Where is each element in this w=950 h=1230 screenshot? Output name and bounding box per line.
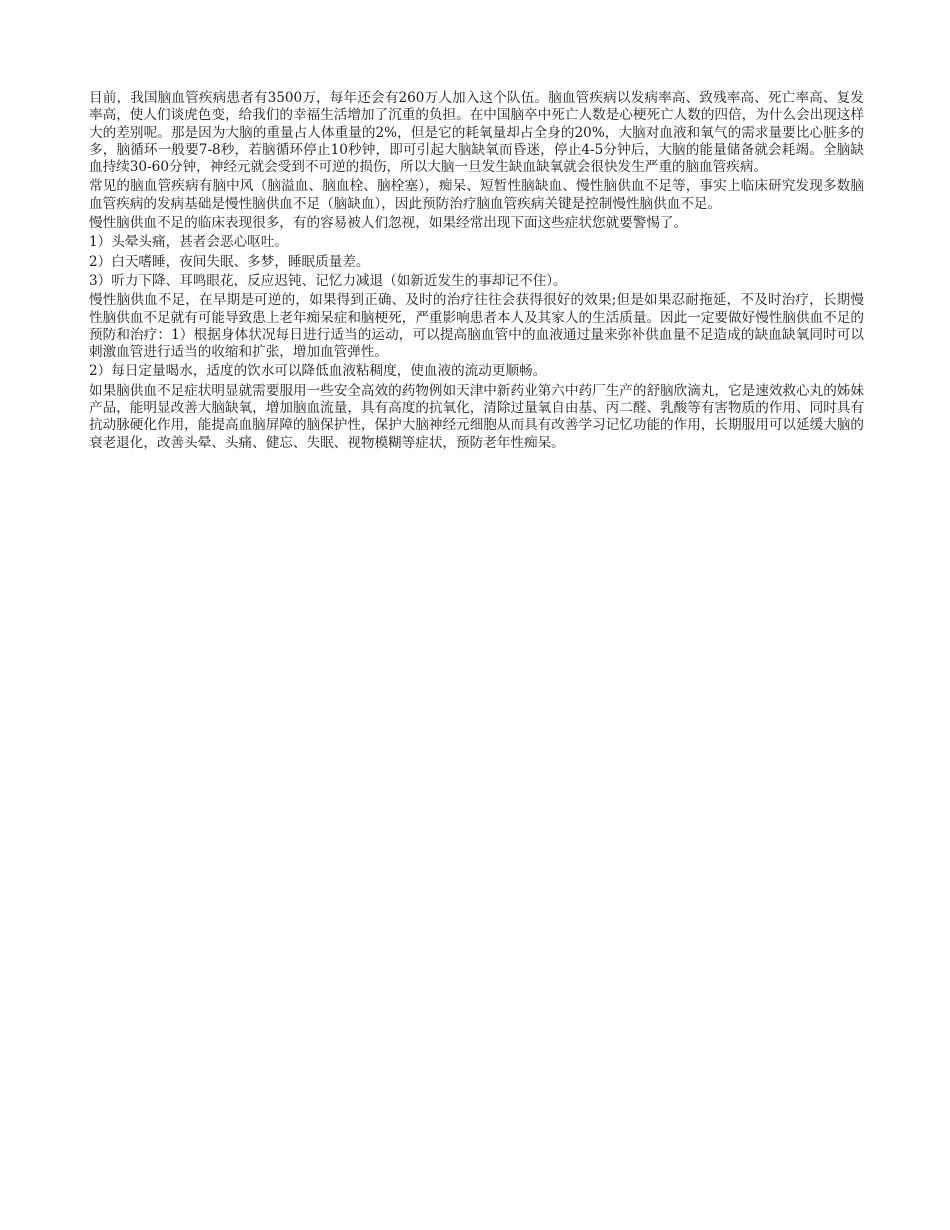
list-item-prevention-2: 2）每日定量喝水，适度的饮水可以降低血液粘稠度，使血液的流动更顺畅。 — [89, 363, 547, 380]
paragraph-intro: 目前，我国脑血管疾病患者有3500万，每年还会有260万人加入这个队伍。脑血管疾病以发病率高、致残率高、死亡率高、复发率高，使人们谈虎色变，给我们的幸福生活增加了沉重的负担。在中国脑卒中死亡人数是心梗死亡人数的四倍，为什么会出现这样大的差别呢。那是因为大脑的重量占人体重量的2%，但是它的耗氧量却占全身的20%，大脑对血液和氧气的需求量要比心脏多的多，脑循环一般要7-8秒，若脑循环停止10秒钟，即可引起大脑缺氧而昏迷，停止4-5分钟后，大脑的能量储备就会耗竭。全脑缺血持续30-60分钟，神经元就会受到不可逆的损伤，所以大脑一旦发生缺血缺氧就会很快发生严重的脑血管疾病。 — [89, 90, 864, 176]
paragraph-symptoms-intro: 慢性脑供血不足的临床表现很多，有的容易被人们忽视，如果经常出现下面这些症状您就要警惕了。 — [89, 215, 688, 232]
list-item-symptom-2: 2）白天嗜睡，夜间失眠、多梦，睡眠质量差。 — [89, 253, 370, 270]
list-item-symptom-3: 3）听力下降、耳鸣眼花，反应迟钝、记忆力减退（如新近发生的事却记不住）。 — [89, 272, 567, 289]
list-item-symptom-1: 1）头晕头痛，甚者会恶心呕吐。 — [89, 234, 288, 251]
paragraph-prevention: 慢性脑供血不足，在早期是可逆的，如果得到正确、及时的治疗往往会获得很好的效果;但是如果忍耐拖延，不及时治疗，长期慢性脑供血不足就有可能导致患上老年痴呆症和脑梗死，严重影响患者本人及其家人的生活质量。因此一定要做好慢性脑供血不足的预防和治疗：1）根据身体状况每日进行适当的运动，可以提高脑血管中的血液通过量来弥补供血量不足造成的缺血缺氧同时可以刺激血管进行适当的收缩和扩张，增加血管弹性。 — [89, 292, 864, 361]
document-body — [89, 90, 864, 454]
paragraph-common-diseases: 常见的脑血管疾病有脑中风（脑溢血、脑血栓、脑栓塞），痴呆、短暂性脑缺血、慢性脑供血不足等，事实上临床研究发现多数脑血管疾病的发病基础是慢性脑供血不足（脑缺血），因此预防治疗脑血管疾病关键是控制慢性脑供血不足。 — [89, 178, 864, 212]
paragraph-medication: 如果脑供血不足症状明显就需要服用一些安全高效的药物例如天津中新药业第六中药厂生产的舒脑欣滴丸，它是速效救心丸的姊妹产品，能明显改善大脑缺氧，增加脑血流量，具有高度的抗氧化，清除过量氧自由基、丙二醛、乳酸等有害物质的作用、同时具有抗动脉硬化作用，能提高血脑屏障的脑保护性，保护大脑神经元细胞从而具有改善学习记忆功能的作用，长期服用可以延缓大脑的衰老退化，改善头晕、头痛、健忘、失眠、视物模糊等症状，预防老年性痴呆。 — [89, 382, 864, 451]
